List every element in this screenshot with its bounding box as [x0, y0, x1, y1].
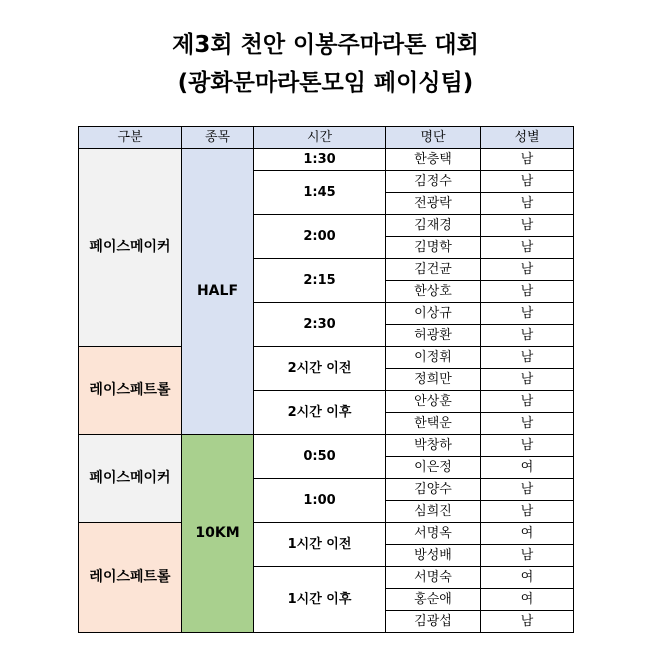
time-cell: 1시간 이전: [254, 523, 386, 567]
event-10k: 10KM: [182, 435, 254, 633]
time-cell: 2시간 이후: [254, 391, 386, 435]
name-cell: 한택운: [386, 413, 481, 435]
name-cell: 김정수: [386, 171, 481, 193]
gender-cell: 남: [481, 281, 574, 303]
title-line-1: 제3회 천안 이봉주마라톤 대회: [172, 32, 479, 58]
name-cell: 심희진: [386, 501, 481, 523]
gender-cell: 여: [481, 589, 574, 611]
name-cell: 이상규: [386, 303, 481, 325]
gender-cell: 남: [481, 501, 574, 523]
category-pacemaker-half: 페이스메이커: [79, 149, 182, 347]
header-name: 명단: [386, 127, 481, 149]
title-line-2: (광화문마라톤모임 페이싱팀): [177, 70, 474, 96]
name-cell: 서명옥: [386, 523, 481, 545]
name-cell: 김재경: [386, 215, 481, 237]
table-row: [79, 435, 574, 457]
name-cell: 이정휘: [386, 347, 481, 369]
category-patrol-10k: 레이스페트롤: [79, 523, 182, 633]
category-patrol-half: 레이스페트롤: [79, 347, 182, 435]
category-pacemaker-10k: 페이스메이커: [79, 435, 182, 523]
gender-cell: 남: [481, 171, 574, 193]
gender-cell: 남: [481, 611, 574, 633]
name-cell: 전광락: [386, 193, 481, 215]
gender-cell: 남: [481, 369, 574, 391]
pacing-team-table: [78, 126, 574, 633]
time-cell: 0:50: [254, 435, 386, 479]
gender-cell: 여: [481, 457, 574, 479]
name-cell: 이은정: [386, 457, 481, 479]
gender-cell: 남: [481, 193, 574, 215]
name-cell: 한상호: [386, 281, 481, 303]
name-cell: 홍순애: [386, 589, 481, 611]
gender-cell: 남: [481, 391, 574, 413]
gender-cell: 남: [481, 237, 574, 259]
name-cell: 김광섭: [386, 611, 481, 633]
table-row: [79, 523, 574, 545]
table-row: [79, 347, 574, 369]
gender-cell: 남: [481, 215, 574, 237]
name-cell: 한충택: [386, 149, 481, 171]
gender-cell: 남: [481, 413, 574, 435]
name-cell: 김건균: [386, 259, 481, 281]
name-cell: 김양수: [386, 479, 481, 501]
time-cell: 1:45: [254, 171, 386, 215]
header-category: 구분: [79, 127, 182, 149]
table-row: [79, 149, 574, 171]
gender-cell: 남: [481, 545, 574, 567]
header-row: [79, 127, 574, 149]
name-cell: 방성배: [386, 545, 481, 567]
gender-cell: 남: [481, 303, 574, 325]
gender-cell: 남: [481, 325, 574, 347]
time-cell: 1:00: [254, 479, 386, 523]
time-cell: 2:15: [254, 259, 386, 303]
name-cell: 정희만: [386, 369, 481, 391]
time-cell: 2:00: [254, 215, 386, 259]
gender-cell: 남: [481, 259, 574, 281]
time-cell: 1시간 이후: [254, 567, 386, 633]
name-cell: 박창하: [386, 435, 481, 457]
header-time: 시간: [254, 127, 386, 149]
gender-cell: 여: [481, 523, 574, 545]
time-cell: 1:30: [254, 149, 386, 171]
gender-cell: 여: [481, 567, 574, 589]
time-cell: 2:30: [254, 303, 386, 347]
header-gender: 성별: [481, 127, 574, 149]
gender-cell: 남: [481, 347, 574, 369]
name-cell: 서명숙: [386, 567, 481, 589]
name-cell: 안상훈: [386, 391, 481, 413]
name-cell: 김명학: [386, 237, 481, 259]
event-half: HALF: [182, 149, 254, 435]
header-event: 종목: [182, 127, 254, 149]
name-cell: 허광환: [386, 325, 481, 347]
gender-cell: 남: [481, 479, 574, 501]
time-cell: 2시간 이전: [254, 347, 386, 391]
gender-cell: 남: [481, 435, 574, 457]
gender-cell: 남: [481, 149, 574, 171]
